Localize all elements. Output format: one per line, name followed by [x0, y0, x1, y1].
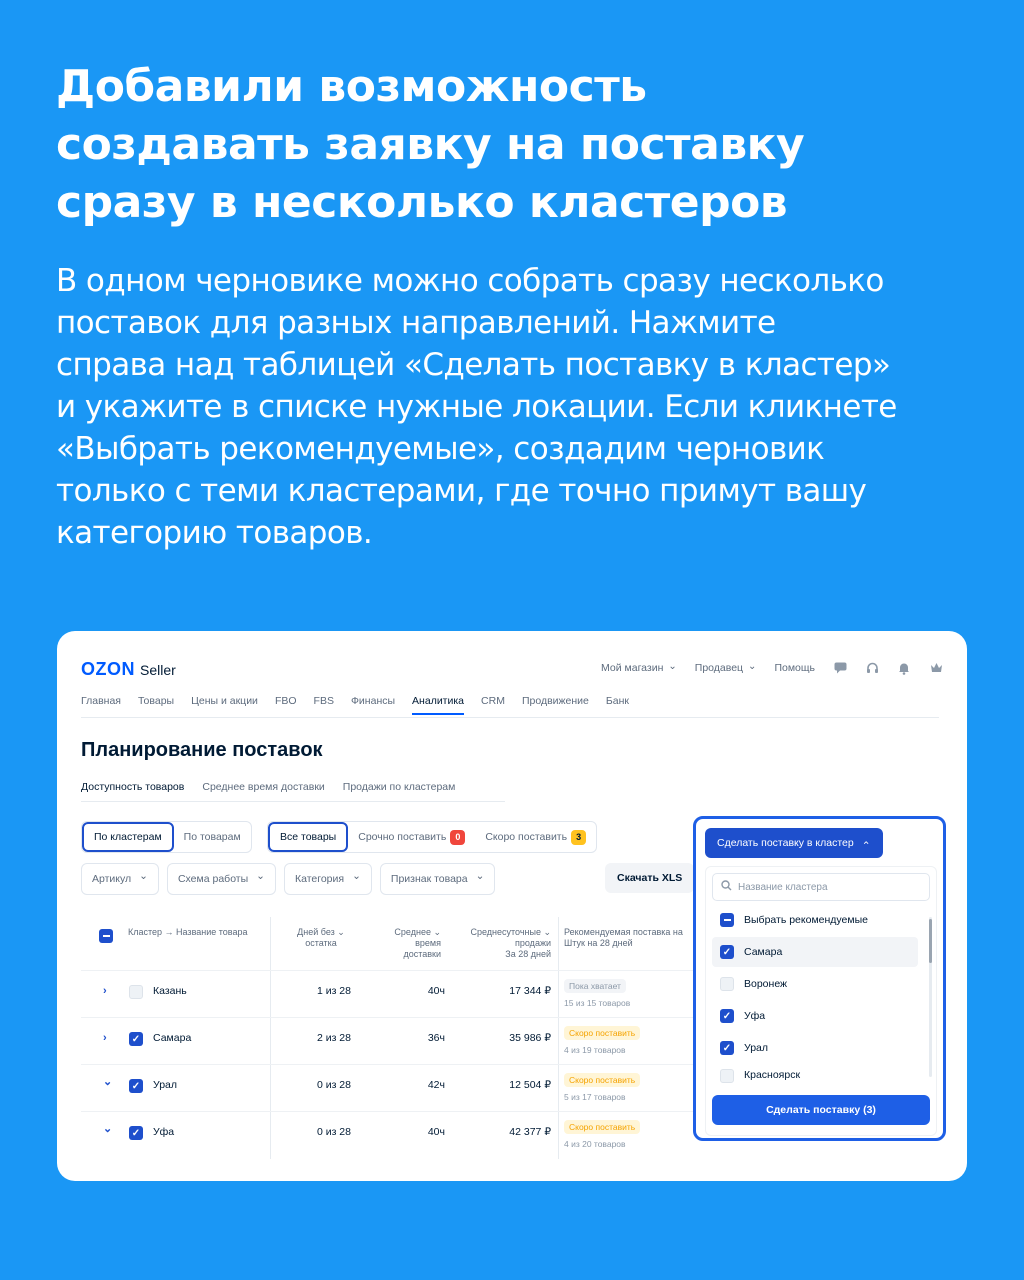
description-line: справа над таблицей «Сделать поставку в кластер»	[56, 347, 891, 383]
col-cluster[interactable]: Кластер → Название товара	[128, 927, 248, 937]
nav-item-promotion[interactable]: Продвижение	[521, 695, 589, 707]
screenshot-card	[57, 631, 967, 1181]
option-ural[interactable]: ✓ Урал	[712, 1033, 918, 1063]
collapse-chevron-icon[interactable]: ⌄	[103, 1123, 113, 1135]
col-daily-sales[interactable]: Среднесуточные ⌄ продажи За 28 дней	[470, 927, 551, 959]
description	[56, 260, 976, 554]
filter-scheme[interactable]: Схема работы ⌄	[167, 863, 276, 895]
crown-icon[interactable]	[929, 661, 943, 675]
headline-line: Добавили возможность	[56, 61, 647, 112]
urgent-count-badge: 0	[450, 830, 465, 845]
daily-sales-value: 17 344 ₽	[509, 985, 551, 997]
products-count: 5 из 17 товаров	[564, 1092, 626, 1102]
dropdown-scrollbar[interactable]	[929, 917, 932, 1077]
make-cluster-supply-button[interactable]: Сделать поставку в кластер ⌃	[705, 828, 883, 858]
delivery-time-value: 36ч	[427, 1032, 445, 1044]
view-toggle	[81, 821, 252, 853]
collapse-chevron-icon[interactable]: ⌄	[103, 1076, 113, 1088]
headline	[56, 58, 956, 232]
nav-item-main[interactable]: Главная	[81, 695, 121, 707]
days-value: 0 из 28	[316, 1079, 351, 1091]
supply-table	[81, 917, 693, 1159]
daily-sales-value: 12 504 ₽	[509, 1079, 551, 1091]
table-row[interactable]	[81, 971, 693, 1018]
expand-chevron-icon[interactable]: ›	[103, 1032, 107, 1044]
chat-icon[interactable]	[833, 661, 847, 675]
row-checkbox[interactable]: ✓	[129, 1032, 143, 1046]
nav-item-finance[interactable]: Финансы	[350, 695, 396, 707]
delivery-time-value: 40ч	[427, 985, 445, 997]
search-icon	[721, 880, 732, 894]
status-badge: Скоро поставить	[564, 1073, 640, 1087]
products-count: 4 из 20 товаров	[564, 1139, 626, 1149]
products-count: 4 из 19 товаров	[564, 1045, 626, 1055]
option-checkbox[interactable]: ✓	[720, 1009, 734, 1023]
row-checkbox[interactable]: ✓	[129, 1126, 143, 1140]
urgent-supply-button[interactable]: Срочно поставить 0	[348, 822, 475, 852]
cluster-name: Урал	[153, 1079, 178, 1091]
nav-divider	[81, 717, 939, 718]
download-xls-button[interactable]: Скачать XLS	[605, 863, 694, 893]
delivery-time-value: 42ч	[427, 1079, 445, 1091]
filter-product-attr[interactable]: Признак товара ⌄	[380, 863, 496, 895]
menu-help[interactable]: Помощь	[774, 662, 815, 674]
option-krasnoyarsk[interactable]: Красноярск	[712, 1065, 918, 1087]
nav-item-products[interactable]: Товары	[137, 695, 175, 707]
cluster-supply-panel	[693, 816, 946, 1141]
days-value: 1 из 28	[316, 985, 351, 997]
nav-item-bank[interactable]: Банк	[605, 695, 630, 707]
description-line: «Выбрать рекомендуемые», создадим черновик	[56, 431, 825, 467]
table-row[interactable]	[81, 1065, 693, 1112]
description-line: категорию товаров.	[56, 515, 373, 551]
nav-item-fbo[interactable]: FBO	[274, 695, 297, 707]
page-title: Планирование поставок	[81, 739, 323, 761]
main-nav	[81, 695, 629, 715]
option-checkbox[interactable]: ✓	[720, 945, 734, 959]
top-menu	[601, 661, 943, 675]
row-checkbox[interactable]	[129, 985, 143, 999]
headline-line: сразу в несколько кластеров	[56, 177, 788, 228]
menu-my-shop[interactable]: Мой магазин ⌄	[601, 662, 677, 674]
table-row[interactable]	[81, 1112, 693, 1159]
filter-bar	[81, 863, 495, 895]
cluster-name: Уфа	[153, 1126, 175, 1138]
bell-icon[interactable]	[897, 661, 911, 675]
products-count: 15 из 15 товаров	[564, 998, 631, 1008]
option-voronezh[interactable]: Воронеж	[712, 969, 918, 999]
by-clusters-button[interactable]: По кластерам	[82, 822, 174, 852]
option-checkbox[interactable]: ✓	[720, 1041, 734, 1055]
table-header	[81, 917, 693, 971]
table-row[interactable]	[81, 1018, 693, 1065]
soon-count-badge: 3	[571, 830, 586, 845]
option-recommended[interactable]: Выбрать рекомендуемые	[712, 905, 918, 935]
select-all-checkbox[interactable]	[99, 929, 113, 943]
cluster-name: Самара	[153, 1032, 192, 1044]
col-delivery-time[interactable]: Среднее ⌄ время доставки	[394, 927, 441, 959]
subtabs	[81, 781, 455, 802]
description-line: и укажите в списке нужные локации. Если кликнете	[56, 389, 897, 425]
description-line: только с теми кластерами, где точно примут вашу	[56, 473, 867, 509]
status-badge: Пока хватает	[564, 979, 626, 993]
tab-delivery-time[interactable]: Среднее время доставки	[202, 781, 325, 793]
delivery-time-value: 40ч	[427, 1126, 445, 1138]
option-checkbox[interactable]	[720, 1069, 734, 1083]
headset-icon[interactable]	[865, 661, 879, 675]
nav-item-prices[interactable]: Цены и акции	[191, 695, 258, 707]
cluster-dropdown	[705, 866, 937, 1136]
days-value: 0 из 28	[316, 1126, 351, 1138]
tab-availability[interactable]: Доступность товаров	[81, 781, 184, 802]
daily-sales-value: 35 986 ₽	[509, 1032, 551, 1044]
soon-supply-button[interactable]: Скоро поставить 3	[475, 822, 596, 852]
option-ufa[interactable]: ✓ Уфа	[712, 1001, 918, 1031]
status-filter	[267, 821, 597, 853]
nav-item-analytics[interactable]: Аналитика	[412, 695, 464, 715]
option-checkbox[interactable]	[720, 977, 734, 991]
ozon-logo[interactable]: OZON Seller	[81, 659, 176, 679]
option-checkbox[interactable]	[720, 913, 734, 927]
all-products-button[interactable]: Все товары	[268, 822, 348, 852]
days-value: 2 из 28	[316, 1032, 351, 1044]
nav-item-crm[interactable]: CRM	[481, 695, 505, 707]
row-checkbox[interactable]: ✓	[129, 1079, 143, 1093]
option-samara[interactable]: ✓ Самара	[712, 937, 918, 967]
status-badge: Скоро поставить	[564, 1026, 640, 1040]
status-badge: Скоро поставить	[564, 1120, 640, 1134]
menu-seller[interactable]: Продавец ⌄	[695, 662, 757, 674]
headline-line: создавать заявку на поставку	[56, 119, 805, 170]
nav-item-fbs[interactable]: FBS	[313, 695, 334, 707]
tab-cluster-sales[interactable]: Продажи по кластерам	[342, 781, 456, 793]
expand-chevron-icon[interactable]: ›	[103, 985, 107, 997]
daily-sales-value: 42 377 ₽	[509, 1126, 551, 1138]
cluster-search-input[interactable]: Название кластера	[712, 873, 930, 901]
subtabs-divider	[81, 801, 505, 802]
submit-supply-button[interactable]: Сделать поставку (3)	[712, 1095, 930, 1125]
cluster-name: Казань	[153, 985, 187, 997]
description-line: поставок для разных направлений. Нажмите	[56, 305, 776, 341]
col-days[interactable]: Дней без ⌄ остатка	[297, 927, 345, 948]
description-line: В одном черновике можно собрать сразу несколько	[56, 263, 884, 299]
col-recommended[interactable]: Рекомендуемая поставка на Штук на 28 дней	[564, 927, 683, 948]
by-products-button[interactable]: По товарам	[183, 831, 241, 843]
filter-category[interactable]: Категория ⌄	[284, 863, 372, 895]
filter-article[interactable]: Артикул ⌄	[81, 863, 159, 895]
